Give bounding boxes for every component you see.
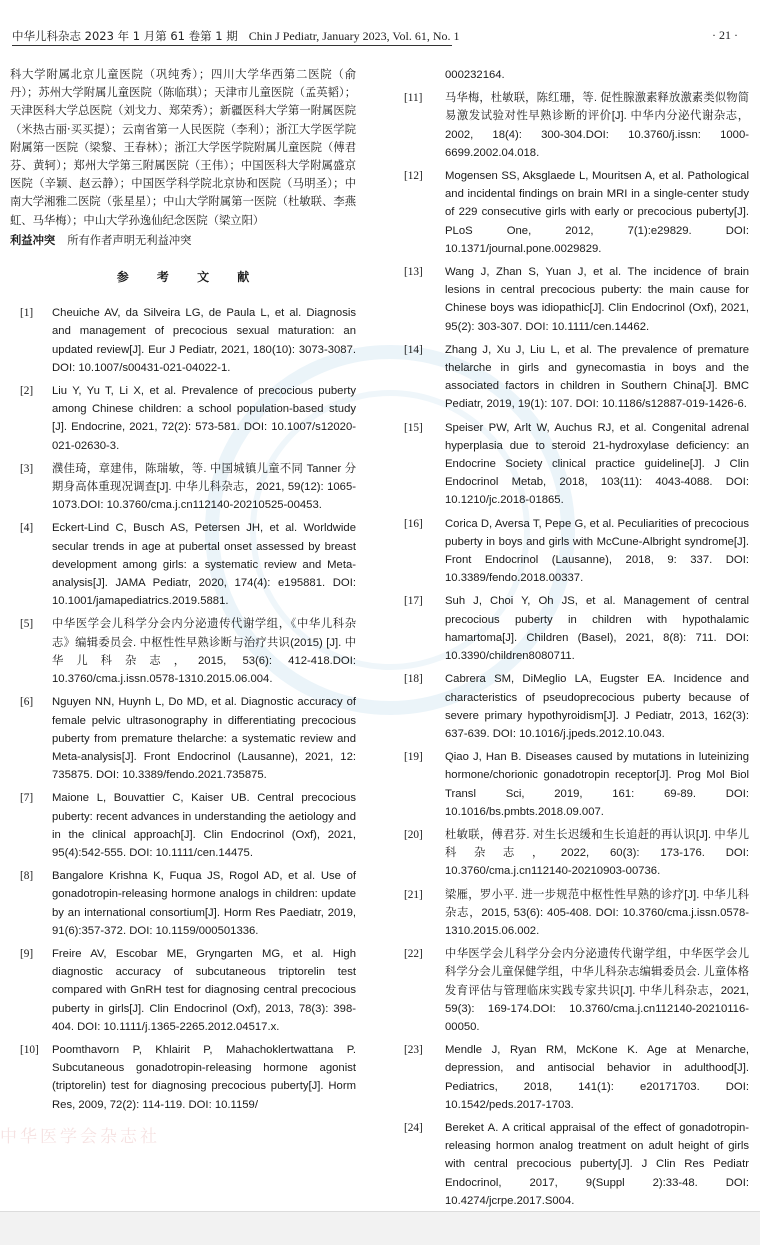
reference-text: 马华梅，杜敏联，陈红珊，等. 促性腺激素释放激素类似物简易激发试验对性早熟诊断的评价[J]. 中华内分泌代谢杂志，2002, 18(4): 300-304.DOI: 10.3760/j.issn: 1000-6699.2002.04.018.	[445, 92, 749, 159]
conflict-text: 所有作者声明无利益冲突	[67, 233, 192, 247]
reference-number: [6]	[20, 696, 34, 709]
reference-item	[10, 789, 356, 862]
reference-item	[403, 341, 749, 414]
reference-text: Qiao J, Han B. Diseases caused by mutations in luteinizing hormone/chorionic gonadotropin receptor[J]. Prog Mol Biol Transl Sci, 2019, 161: 69-89. DOI: 10.1016/bs.pmbts.2018.09.007.	[445, 751, 749, 818]
reference-number: [17]	[404, 595, 423, 608]
reference-number: [1]	[20, 307, 34, 320]
header-rule	[12, 45, 452, 46]
reference-number: [7]	[20, 792, 34, 805]
reference-number: [13]	[404, 266, 423, 279]
reference-number: [14]	[404, 343, 423, 356]
reference-item	[10, 460, 356, 515]
reference-number: [21]	[404, 888, 423, 901]
reference-text: Poomthavorn P, Khlairit P, Mahachoklertwattana P. Subcutaneous gonadotropin-releasing hormone agonist (triptorelin) test for diagnosing precocious puberty[J]. Horm Res, 2009, 72(2): 114-119. DOI: 10.1159/	[52, 1043, 356, 1111]
reference-text: Freire AV, Escobar ME, Gryngarten MG, et al. High diagnostic accuracy of subcutaneous triptorelin test compared with GnRH test for diagnosing central precocious puberty in girls[J]. Clin Endocrinol (Oxf), 2013, 78(3): 398-404. DOI: 10.1111/j.1365-2265.2012.04517.x.	[52, 947, 356, 1033]
reference-item	[403, 263, 749, 336]
reference-item	[403, 670, 749, 743]
reference-list-left	[10, 304, 356, 1114]
reference-text: Cabrera SM, DiMeglio LA, Eugster EA. Incidence and characteristics of pseudoprecocious puberty because of severe primary hypothyroidism[J]. J Pediatr, 2013, 162(3): 637-639. DOI: 10.1016/j.jpeds.2012.10.043.	[445, 673, 749, 740]
page-bottom-band	[0, 1211, 760, 1245]
reference-text: Zhang J, Xu J, Liu L, et al. The prevalence of premature thelarche in girls and gynecomastia in boys and the associated factors in children in Southern China[J]. BMC Pediatr, 2019, 19(1): 107. DOI: 10.1186/s12887-019-1426-6.	[445, 343, 749, 411]
reference-item	[403, 886, 749, 941]
reference-number: [10]	[20, 1043, 39, 1056]
reference-text: Mogensen SS, Aksglaede L, Mouritsen A, et al. Pathological and incidental findings on brain MRI in a single-center study of 229 consecutive girls with early or precocious puberty[J]. PLoS One, 2012, 7(1):e29829. DOI: 10.1371/journal.pone.0029829.	[445, 170, 749, 255]
reference-number: [18]	[404, 673, 423, 686]
reference-text: 中华医学会儿科学分会内分泌遗传代谢学组，中华医学会儿科学分会儿童保健学组，中华儿科杂志编辑委员会. 儿童体格发育评估与管理临床实践专家共识[J]. 中华儿科杂志，2021, 59(3): 169-174.DOI: 10.3760/cma.j.cn112140-20210116-00050.	[445, 948, 749, 1033]
reference-item	[10, 693, 356, 784]
reference-number: [24]	[404, 1121, 423, 1134]
right-column	[403, 66, 749, 1215]
reference-item	[403, 592, 749, 665]
reference-number: [15]	[404, 421, 423, 434]
reference-number: [22]	[404, 948, 423, 961]
left-column	[10, 66, 356, 1119]
reference-number: [5]	[20, 618, 34, 631]
publisher-watermark: 中华医学会杂志社	[0, 1127, 160, 1147]
reference-text: 梁雁，罗小平. 进一步规范中枢性性早熟的诊疗[J]. 中华儿科杂志，2015, 53(6): 405-408. DOI: 10.3760/cma.j.issn.0578-1310.2015.06.002.	[445, 888, 749, 937]
reference-item	[403, 945, 749, 1036]
reference-list-right	[403, 89, 749, 1210]
reference-item	[10, 945, 356, 1036]
reference-item	[403, 748, 749, 821]
page-number: · 21 ·	[712, 28, 738, 42]
reference-number: [3]	[20, 462, 34, 475]
references-heading: 参 考 文 献	[116, 270, 262, 285]
reference-number: [4]	[20, 522, 34, 535]
reference-text: Nguyen NN, Huynh L, Do MD, et al. Diagnostic accuracy of female pelvic ultrasonography in differentiating precocious puberty from premature thelarche: a systematic review and Meta-analysis[J]. Front Endocrinol (Lausanne), 2021, 12: 735875. DOI: 10.3389/fendo.2021.735875.	[52, 696, 356, 782]
reference-number: [8]	[20, 870, 34, 883]
reference-item	[403, 826, 749, 881]
reference-item	[10, 615, 356, 688]
reference-item	[403, 89, 749, 162]
reference-continuation	[403, 66, 749, 84]
reference-item	[403, 1119, 749, 1210]
reference-text: Eckert-Lind C, Busch AS, Petersen JH, et al. Worldwide secular trends in age at pubertal onset assessed by breast development among girls: a systematic review and Meta-analysis[J]. JAMA Pediatr, 2020, 174(4): e195881. DOI: 10.1001/jamapediatrics.2019.5881.	[52, 522, 356, 608]
reference-text: 中华医学会儿科学分会内分泌遗传代谢学组，《中华儿科杂志》编辑委员会. 中枢性性早熟诊断与治疗共识(2015) [J]. 中华儿科杂志，2015, 53(6): 412-418.DOI: 10.3760/cma.j.issn.0578-1310.2015.06.004.	[52, 618, 356, 686]
conflict-of-interest	[10, 232, 356, 250]
reference-text: 濮佳琦，章建伟，陈瑞敏，等. 中国城镇儿童不同 Tanner 分期身高体重现况调查[J]. 中华儿科杂志，2021, 59(12): 1065-1073.DOI: 10.3760/cma.j.cn112140-20210525-00453.	[52, 462, 356, 512]
journal-title-cn: 中华儿科杂志 2023 年 1 月第 61 卷第 1 期	[12, 29, 238, 43]
reference-text: Corica D, Aversa T, Pepe G, et al. Peculiarities of precocious puberty in boys and girls with McCune-Albright syndrome[J]. Front Endocrinol (Lausanne), 2018, 9: 337. DOI: 10.3389/fendo.2018.00337.	[445, 517, 749, 585]
journal-header	[12, 28, 460, 44]
reference-number: [9]	[20, 947, 34, 960]
journal-title-en: Chin J Pediatr, January 2023, Vol. 61, No. 1	[248, 29, 460, 43]
reference-number: [16]	[404, 517, 423, 530]
reference-number: [20]	[404, 828, 423, 841]
reference-text: Cheuiche AV, da Silveira LG, de Paula L, et al. Diagnosis and management of precocious sexual maturation: an updated review[J]. Eur J Pediatr, 2021, 180(10): 3073-3087. DOI: 10.1007/s00431-021-04022-1.	[52, 307, 356, 374]
reference-item	[403, 419, 749, 510]
reference-number: [2]	[20, 385, 34, 398]
reference-item	[10, 1041, 356, 1114]
affiliations-paragraph: 科大学附属北京儿童医院（巩纯秀）；四川大学华西第二医院（俞丹）；苏州大学附属儿童医院（陈临琪）；天津市儿童医院（孟英韬）；天津医科大学总医院（刘戈力、郑荣秀）；新疆医科大学第一附属医院（米热古丽·买买提）；云南省第一人民医院（李利）；浙江大学医学院附属第一医院（梁黎、王春林）；浙江大学医学院附属儿童医院（傅君芬、黄轲）；郑州大学第三附属医院（王伟）；中国医科大学附属盛京医院（辛颖、赵云静）；中国医学科学院北京协和医院（马明圣）；中南大学湘雅二医院（张星星）；中山大学附属第一医院（杜敏联、李燕虹、马华梅）；中山大学孙逸仙纪念医院（梁立阳）	[10, 68, 356, 227]
reference-item	[10, 519, 356, 610]
reference-item	[403, 167, 749, 258]
reference-item	[10, 304, 356, 377]
reference-number: [12]	[404, 170, 423, 183]
reference-text: Bereket A. A critical appraisal of the effect of gonadotropin-releasing hormon analog treatment on adult height of girls with central precocious puberty[J]. J Clin Res Pediatr Endocrinol, 2017, 9(Suppl 2):33-48. DOI: 10.4274/jcrpe.2017.S004.	[445, 1121, 749, 1207]
reference-text: Maione L, Bouvattier C, Kaiser UB. Central precocious puberty: recent advances in understanding the aetiology and in the clinical approach[J]. Clin Endocrinol (Oxf), 2021, 95(4):542-555. DOI: 10.1111/cen.14475.	[52, 792, 356, 859]
reference-item	[10, 382, 356, 455]
reference-number: [19]	[404, 751, 423, 764]
conflict-label: 利益冲突	[10, 233, 56, 247]
reference-text: Bangalore Krishna K, Fuqua JS, Rogol AD, et al. Use of gonadotropin-releasing hormone analogs in children: update by an international consortium[J]. Horm Res Paediatr, 2019, 91(6):357-372. DOI: 10.1159/000501336.	[52, 870, 356, 937]
reference-number: [23]	[404, 1044, 423, 1057]
reference-item	[403, 515, 749, 588]
reference-text: Liu Y, Yu T, Li X, et al. Prevalence of precocious puberty among Chinese children: a school population-based study [J]. Endocrine, 2021, 72(2): 573-581. DOI: 10.1007/s12020-021-02630-3.	[52, 385, 356, 452]
reference-item	[403, 1041, 749, 1114]
reference-text: Suh J, Choi Y, Oh JS, et al. Management of central precocious puberty in children with hypothalamic hamartoma[J]. Children (Basel), 2021, 8(8): 711. DOI: 10.3390/children8080711.	[445, 595, 749, 663]
page-header	[12, 26, 748, 46]
reference-10-continuation: 000232164.	[445, 69, 505, 81]
reference-text: Speiser PW, Arlt W, Auchus RJ, et al. Congenital adrenal hyperplasia due to steroid 21-hydroxylase deficiency: an Endocrine Society clinical practice guideline[J]. J Clin Endocrinol Metab, 2018, 103(11): 4043-4088. DOI: 10.1210/jc.2018-01865.	[445, 421, 749, 507]
reference-text: 杜敏联，傅君芬. 对生长迟缓和生长追赶的再认识[J]. 中华儿科杂志，2022, 60(3): 173-176. DOI: 10.3760/cma.j.cn112140-20210903-00736.	[445, 828, 749, 878]
reference-text: Mendle J, Ryan RM, McKone K. Age at Menarche, depression, and antisocial behavior in adulthood[J]. Pediatrics, 2018, 141(1): e20171703. DOI: 10.1542/peds.2017-1703.	[445, 1044, 749, 1111]
reference-number: [11]	[404, 92, 423, 105]
reference-item	[10, 867, 356, 940]
reference-text: Wang J, Zhan S, Yuan J, et al. The incidence of brain lesions in central precocious puberty: the main cause for Chinese boys was idiopathic[J]. Clin Endocrinol (Oxf), 2021, 95(2): 303-307. DOI: 10.1111/cen.14462.	[445, 266, 749, 333]
